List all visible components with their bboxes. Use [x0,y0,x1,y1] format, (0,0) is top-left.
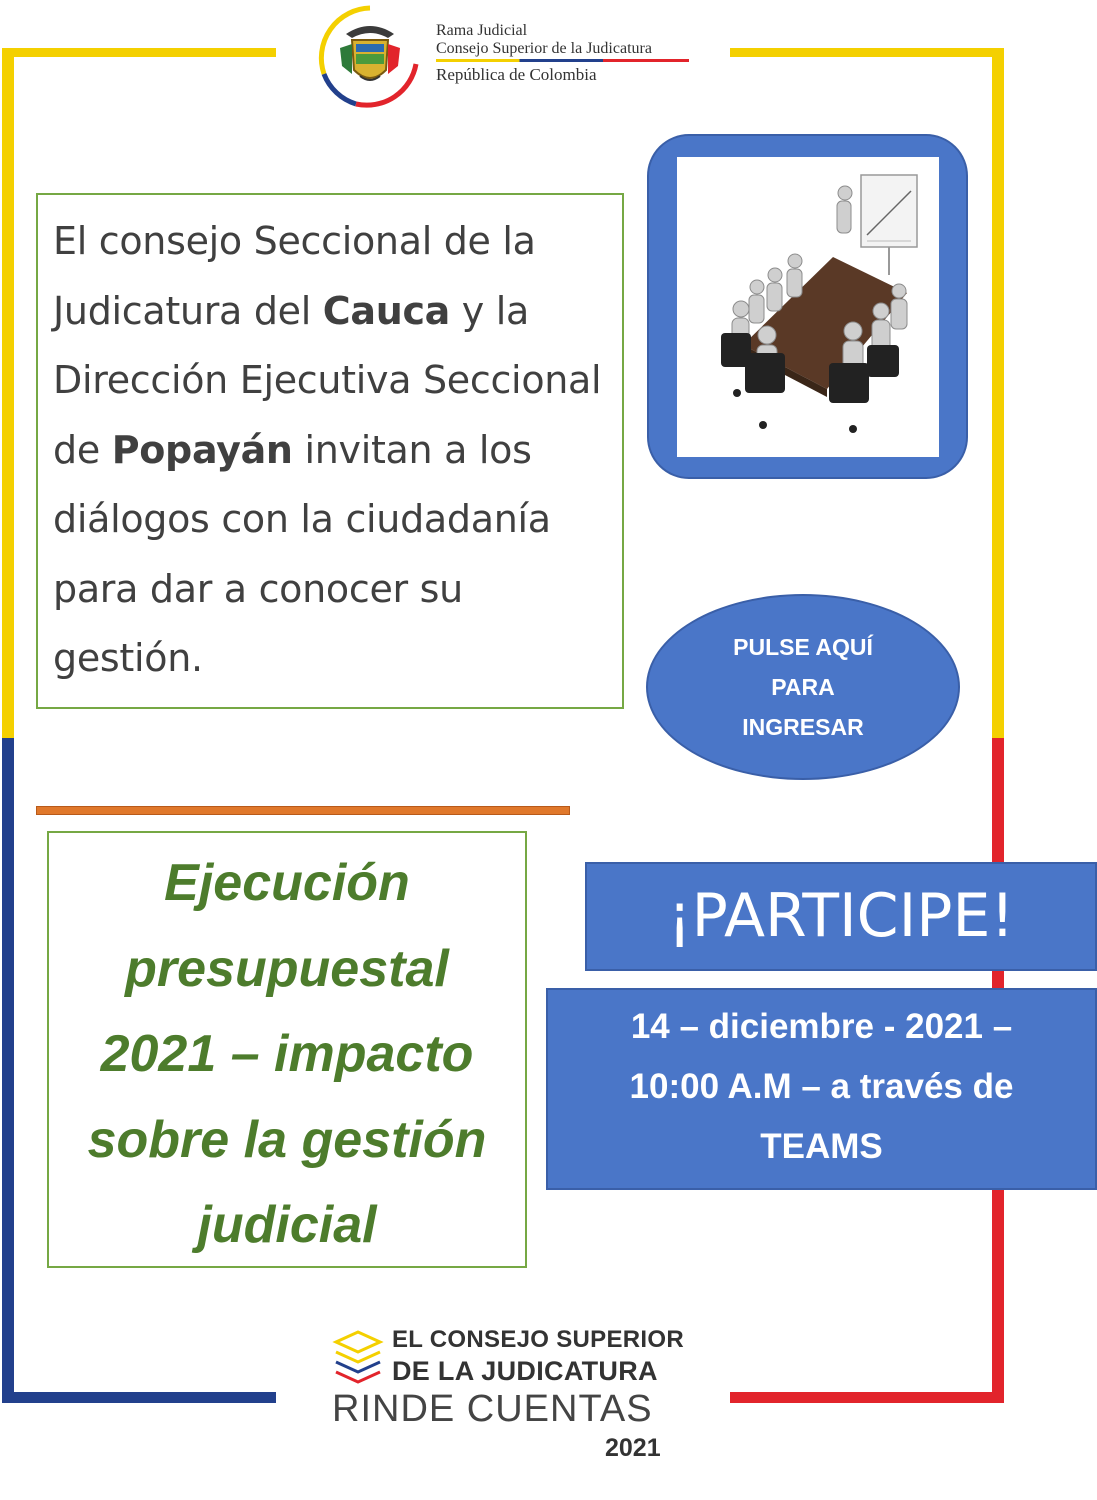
enter-button-line-2: PARA [771,674,835,700]
participate-banner: ¡PARTICIPE! [585,862,1097,971]
footer-year: 2021 [605,1434,661,1462]
frame-left-yellow [2,48,14,738]
topic-line-1: Ejecución [164,854,410,912]
invitation-text-2: y la Dirección Ejecutiva Seccional de [53,288,602,472]
meeting-illustration-icon [677,157,939,457]
topic-line-5: judicial [197,1196,377,1254]
enter-button-line-3: INGRESAR [742,714,864,740]
footer-line-1: EL CONSEJO SUPERIOR [392,1326,684,1353]
enter-button[interactable] [646,594,960,780]
frame-bottom-red [730,1392,1004,1403]
header-line-3: República de Colombia [436,65,597,84]
invitation-text-box [36,193,624,709]
frame-top-right-yellow [730,48,1004,57]
orange-divider [36,806,570,815]
topic-box [47,831,527,1268]
rinde-cuentas-logo-icon [332,1330,384,1384]
topic-line-4: sobre la gestión [87,1110,487,1169]
invitation-text-1: El consejo Seccional de la Judicatura del [53,219,536,333]
frame-right-yellow [992,48,1004,738]
frame-top-left-yellow [2,48,276,57]
meeting-image [677,157,939,457]
event-details-box [546,988,1097,1190]
event-line-1: 14 – diciembre - 2021 – [630,1007,1013,1046]
frame-left-blue [2,738,14,1403]
coat-of-arms-icon [316,4,424,108]
frame-bottom-blue [2,1392,276,1403]
footer-line-2: DE LA JUDICATURA [392,1356,658,1386]
header-line-2: Consejo Superior de la Judicatura [436,40,652,57]
header-institution [436,22,689,85]
event-line-3: TEAMS [760,1127,883,1166]
invitation-bold-popayan: Popayán [111,427,293,472]
event-line-2: 10:00 A.M – a través de [629,1067,1014,1106]
header-divider [436,59,689,62]
topic-line-3: 2021 – impacto [100,1025,474,1083]
meeting-image-frame [647,134,968,479]
header-line-1: Rama Judicial [436,22,528,39]
invitation-bold-cauca: Cauca [322,288,451,333]
invitation-text-3: invitan a los diálogos con la ciudadanía para dar a conocer su gestión. [53,427,551,680]
enter-button-line-1: PULSE AQUÍ [733,634,873,660]
footer-line-3: RINDE CUENTAS [332,1388,653,1430]
topic-line-2: presupuestal [125,939,449,998]
